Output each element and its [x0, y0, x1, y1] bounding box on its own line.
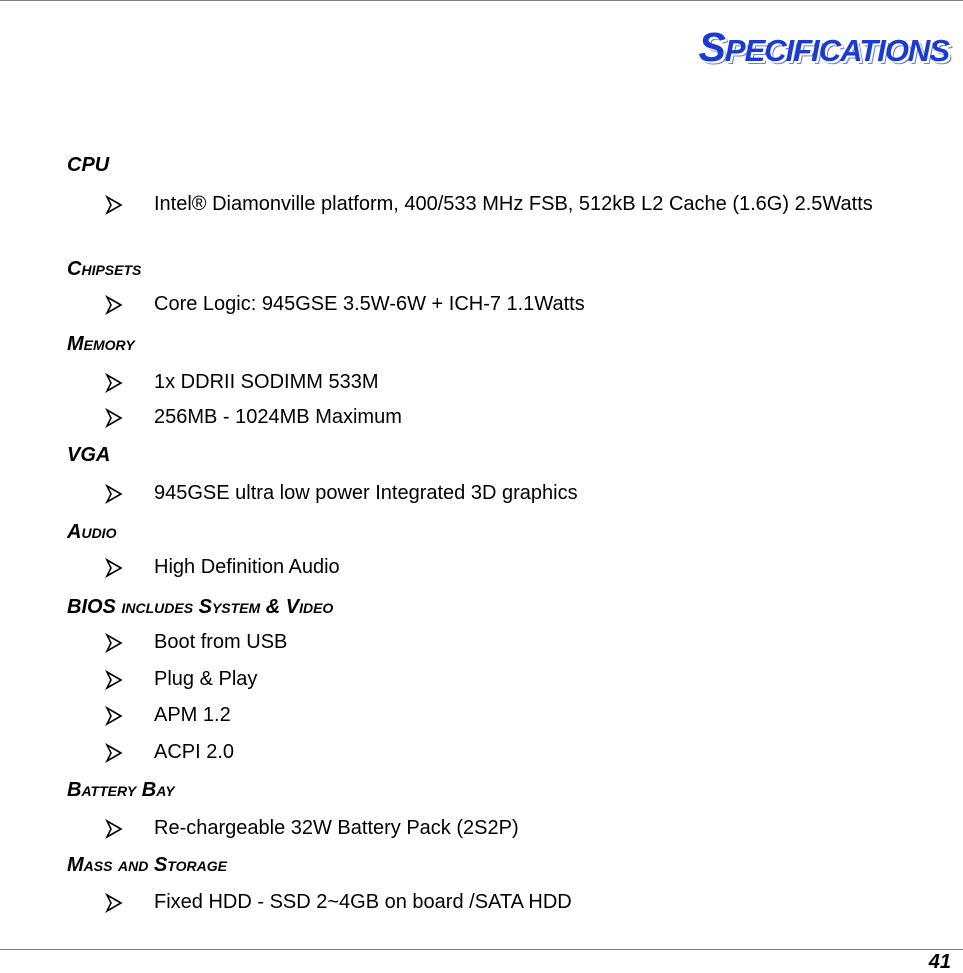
section-heading: BIOS INCLUDES SYSTEM & VIDEO: [67, 596, 334, 618]
spec-item-text: APM 1.2: [154, 704, 231, 726]
spec-item-text: 945GSE ultra low power Integrated 3D graphics: [154, 482, 578, 504]
spec-item-text: High Definition Audio: [154, 556, 340, 578]
spec-item-text: Core Logic: 945GSE 3.5W-6W + ICH-7 1.1Watts: [154, 293, 585, 315]
arrowhead-bullet-icon: [104, 295, 124, 315]
arrowhead-bullet-icon: [104, 670, 124, 690]
arrowhead-bullet-icon: [104, 893, 124, 913]
spec-item-text: Plug & Play: [154, 668, 258, 690]
page-number: 41: [928, 951, 951, 973]
spec-item-text: Fixed HDD - SSD 2~4GB on board /SATA HDD: [154, 891, 572, 913]
bottom-rule: [0, 949, 963, 950]
arrowhead-bullet-icon: [104, 743, 124, 763]
arrowhead-bullet-icon: [104, 819, 124, 839]
spec-item-text: 1x DDRII SODIMM 533M: [154, 371, 379, 393]
section-heading: VGA: [67, 444, 111, 466]
section-heading: MEMORY: [67, 333, 135, 355]
section-heading: CPU: [67, 154, 110, 176]
spec-item-text: Intel® Diamonville platform, 400/533 MHz FSB, 512kB L2 Cache (1.6G) 2.5Watts: [154, 193, 873, 215]
top-rule: [0, 0, 963, 1]
spec-item-text: 256MB - 1024MB Maximum: [154, 406, 402, 428]
arrowhead-bullet-icon: [104, 373, 124, 393]
arrowhead-bullet-icon: [104, 706, 124, 726]
section-heading: MASS AND STORAGE: [67, 854, 227, 876]
section-heading: AUDIO: [67, 521, 117, 543]
arrowhead-bullet-icon: [104, 484, 124, 504]
page-title: SPECIFICATIONS: [698, 24, 949, 70]
spec-item-text: Boot from USB: [154, 631, 288, 653]
arrowhead-bullet-icon: [104, 558, 124, 578]
arrowhead-bullet-icon: [104, 408, 124, 428]
spec-item-text: ACPI 2.0: [154, 741, 235, 763]
spec-item-text: Re-chargeable 32W Battery Pack (2S2P): [154, 817, 519, 839]
section-heading: BATTERY BAY: [67, 779, 175, 801]
arrowhead-bullet-icon: [104, 633, 124, 653]
section-heading: CHIPSETS: [67, 258, 142, 280]
arrowhead-bullet-icon: [104, 195, 124, 215]
